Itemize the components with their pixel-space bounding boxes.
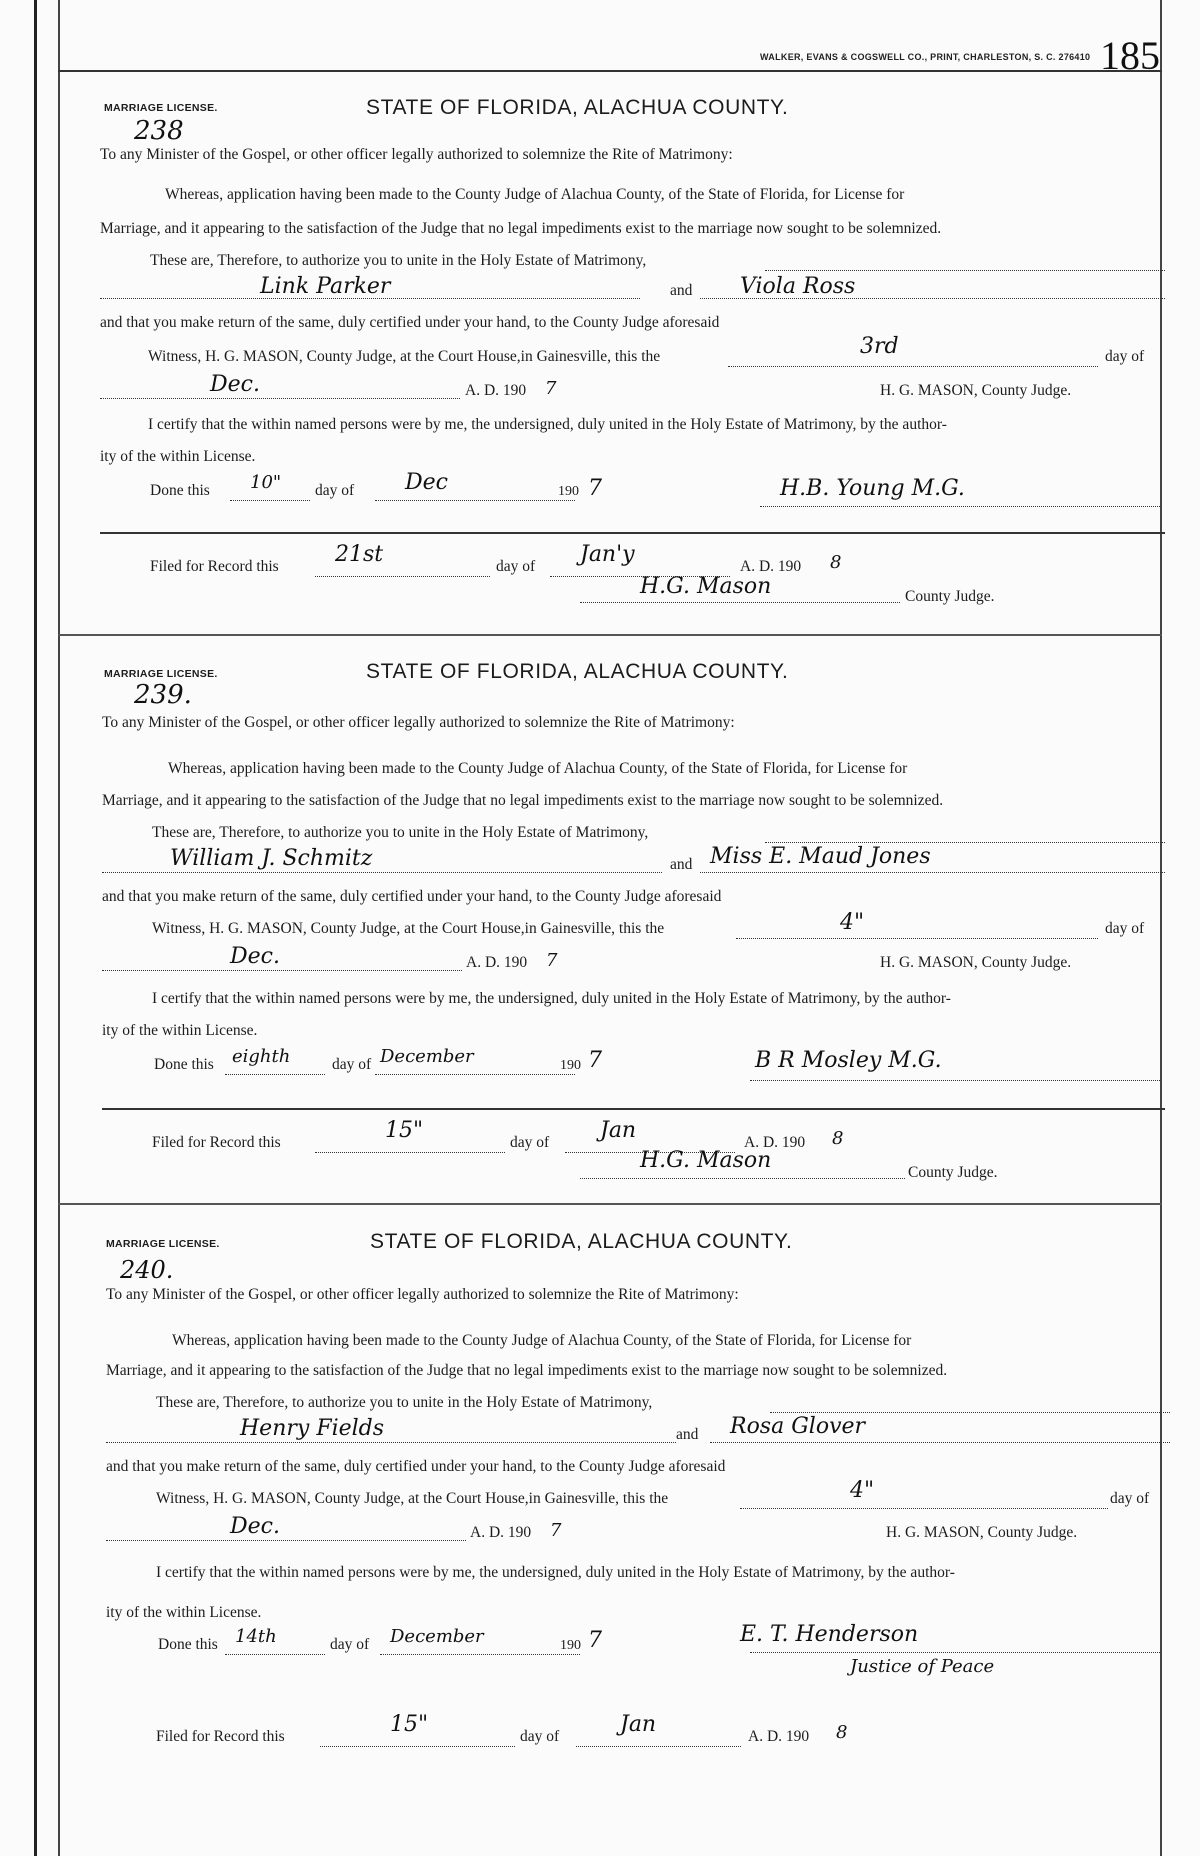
done-year-digit: 7 (588, 476, 602, 501)
groom-name: Link Parker (260, 274, 391, 299)
issue-day: 4" (850, 1478, 875, 1503)
and-word: and (676, 1426, 699, 1443)
filed-separator (100, 532, 1165, 534)
return-line: and that you make return of the same, duly certified under your hand, to the County Judge aforesaid (102, 888, 722, 905)
and-word: and (670, 856, 693, 873)
filed-label: Filed for Record this (152, 1134, 281, 1151)
whereas-line-1: Whereas, application having been made to the County Judge of Alachua County, of the State of Florida, for License for (165, 186, 905, 203)
done-month: December (390, 1626, 484, 1647)
address-line: To any Minister of the Gospel, or other officer legally authorized to solemnize the Rite of Matrimony: (100, 146, 733, 163)
done-day-rule (230, 500, 310, 501)
done-year-digit: 7 (588, 1048, 602, 1073)
officiant-signature: H.B. Young M.G. (780, 476, 965, 501)
address-line: To any Minister of the Gospel, or other officer legally authorized to solemnize the Rite of Matrimony: (106, 1286, 739, 1303)
section-divider-1 (58, 634, 1162, 636)
filed-label: Filed for Record this (156, 1728, 285, 1745)
filed-separator (102, 1108, 1165, 1110)
whereas-line-2: Marriage, and it appearing to the satisfaction of the Judge that no legal impediments exist to the marriage now sought to be solemnized. (106, 1362, 948, 1379)
certify-line-2: ity of the within License. (102, 1022, 258, 1039)
filed-day-rule (320, 1746, 515, 1747)
filed-day-of: day of (520, 1728, 560, 1745)
section-divider-2 (58, 1203, 1162, 1205)
done-day-of: day of (315, 482, 355, 499)
witness-line: Witness, H. G. MASON, County Judge, at the Court House,in Gainesville, this the (156, 1490, 669, 1507)
license-239 (60, 638, 1160, 1198)
printer-imprint: WALKER, EVANS & COGSWELL CO., PRINT, CHARLESTON, S. C. 276410 (760, 52, 1091, 62)
issue-day-rule (736, 938, 1098, 939)
issue-year-digit: 7 (546, 950, 558, 971)
witness-line: Witness, H. G. MASON, County Judge, at the Court House,in Gainesville, this the (152, 920, 665, 937)
right-margin-rule (1160, 0, 1162, 1856)
done-year-prefix: 190 (560, 1058, 581, 1073)
done-year-digit: 7 (588, 1628, 602, 1653)
done-month-rule (380, 1654, 580, 1655)
license-label: MARRIAGE LICENSE. (104, 668, 218, 680)
certify-line-1: I certify that the within named persons were by me, the undersigned, duly united in the Holy Estate of Matrimony, by the author- (152, 990, 951, 1007)
day-of-label: day of (1105, 348, 1145, 365)
done-day-rule (225, 1074, 325, 1075)
groom-name: Henry Fields (240, 1416, 385, 1441)
filed-ad: A. D. 190 (744, 1134, 806, 1151)
done-day: 10" (250, 472, 282, 493)
state-title: STATE OF FLORIDA, ALACHUA COUNTY. (366, 660, 789, 683)
bride-rule (710, 1442, 1170, 1443)
page-number: 185 (1100, 33, 1160, 78)
issue-month: Dec. (210, 372, 260, 397)
filed-day: 15" (390, 1712, 429, 1737)
license-label: MARRIAGE LICENSE. (104, 102, 218, 114)
certify-line-1: I certify that the within named persons were by me, the undersigned, duly united in the Holy Estate of Matrimony, by the author- (156, 1564, 955, 1581)
issue-month: Dec. (230, 944, 280, 969)
issue-year-digit: 7 (550, 1520, 562, 1541)
filed-month: Jan (600, 1118, 637, 1143)
issue-month-rule (106, 1540, 466, 1541)
done-this-label: Done this (158, 1636, 218, 1653)
officiant-signature: E. T. Henderson (740, 1622, 919, 1647)
return-line: and that you make return of the same, duly certified under your hand, to the County Judge aforesaid (106, 1458, 726, 1475)
filed-day-of: day of (496, 558, 536, 575)
license-number: 240. (120, 1256, 174, 1284)
license-238 (60, 72, 1160, 632)
county-judge-label: County Judge. (905, 588, 995, 605)
filed-judge-rule (580, 1178, 905, 1179)
filed-ad: A. D. 190 (748, 1728, 810, 1745)
day-of-label: day of (1110, 1490, 1150, 1507)
state-title: STATE OF FLORIDA, ALACHUA COUNTY. (366, 96, 789, 119)
done-day: 14th (235, 1626, 277, 1647)
groom-rule (102, 872, 662, 873)
bride-name: Viola Ross (740, 274, 856, 299)
authorize-line: These are, Therefore, to authorize you to unite in the Holy Estate of Matrimony, (156, 1394, 653, 1411)
done-day-of: day of (330, 1636, 370, 1653)
filed-year-digit: 8 (830, 552, 842, 573)
issue-ad: A. D. 190 (466, 954, 528, 971)
filed-judge-rule (580, 602, 900, 603)
issue-day: 3rd (860, 334, 899, 359)
judge-signature-print: H. G. MASON, County Judge. (880, 382, 1072, 399)
day-of-label: day of (1105, 920, 1145, 937)
license-label: MARRIAGE LICENSE. (106, 1238, 220, 1250)
filed-judge-signature: H.G. Mason (640, 574, 772, 599)
certify-line-2: ity of the within License. (100, 448, 256, 465)
whereas-line-1: Whereas, application having been made to the County Judge of Alachua County, of the State of Florida, for License for (172, 1332, 912, 1349)
authorize-line: These are, Therefore, to authorize you to unite in the Holy Estate of Matrimony, (152, 824, 649, 841)
issue-day-rule (728, 366, 1098, 367)
whereas-line-2: Marriage, and it appearing to the satisfaction of the Judge that no legal impediments exist to the marriage now sought to be solemnized. (102, 792, 944, 809)
license-number: 238 (134, 116, 184, 146)
officiant-rule (750, 1080, 1160, 1081)
whereas-line-1: Whereas, application having been made to the County Judge of Alachua County, of the State of Florida, for License for (168, 760, 908, 777)
done-month: December (380, 1046, 474, 1067)
bride-rule (700, 872, 1165, 873)
done-day-of: day of (332, 1056, 372, 1073)
authorize-rule (765, 842, 1165, 843)
officiant-rule (760, 506, 1160, 507)
groom-rule (100, 298, 640, 299)
filed-day: 21st (335, 542, 384, 567)
license-number: 239. (134, 680, 192, 710)
officiant-rule (750, 1652, 1160, 1653)
state-title: STATE OF FLORIDA, ALACHUA COUNTY. (370, 1230, 793, 1253)
done-month-rule (375, 1074, 575, 1075)
done-this-label: Done this (150, 482, 210, 499)
county-judge-label: County Judge. (908, 1164, 998, 1181)
done-year-prefix: 190 (558, 484, 579, 499)
filed-year-digit: 8 (836, 1722, 848, 1743)
done-this-label: Done this (154, 1056, 214, 1073)
filed-month-rule (576, 1746, 741, 1747)
issue-day: 4" (840, 910, 865, 935)
issue-day-rule (740, 1508, 1108, 1509)
officiant-signature: B R Mosley M.G. (755, 1048, 942, 1073)
filed-month: Jan (620, 1712, 657, 1737)
groom-rule (106, 1442, 676, 1443)
authorize-rule (770, 1412, 1170, 1413)
binding-edge (34, 0, 37, 1856)
issue-year-digit: 7 (545, 378, 557, 399)
filed-judge-signature: H.G. Mason (640, 1148, 772, 1173)
filed-day-of: day of (510, 1134, 550, 1151)
groom-name: William J. Schmitz (170, 846, 373, 871)
issue-month: Dec. (230, 1514, 280, 1539)
license-240 (60, 1206, 1160, 1826)
officiant-title: Justice of Peace (850, 1656, 995, 1677)
filed-day-rule (315, 576, 490, 577)
filed-year-digit: 8 (832, 1128, 844, 1149)
done-day-rule (225, 1654, 325, 1655)
filed-ad: A. D. 190 (740, 558, 802, 575)
address-line: To any Minister of the Gospel, or other officer legally authorized to solemnize the Rite of Matrimony: (102, 714, 735, 731)
done-month-rule (375, 500, 575, 501)
judge-signature-print: H. G. MASON, County Judge. (886, 1524, 1078, 1541)
bride-rule (700, 298, 1165, 299)
filed-label: Filed for Record this (150, 558, 279, 575)
authorize-rule (765, 270, 1165, 271)
done-day: eighth (232, 1046, 291, 1067)
judge-signature-print: H. G. MASON, County Judge. (880, 954, 1072, 971)
issue-ad: A. D. 190 (465, 382, 527, 399)
filed-day-rule (315, 1152, 505, 1153)
issue-ad: A. D. 190 (470, 1524, 532, 1541)
witness-line: Witness, H. G. MASON, County Judge, at the Court House,in Gainesville, this the (148, 348, 661, 365)
done-month: Dec (405, 470, 448, 495)
issue-month-rule (102, 970, 462, 971)
and-word: and (670, 282, 693, 299)
bride-name: Rosa Glover (730, 1414, 866, 1439)
certify-line-2: ity of the within License. (106, 1604, 262, 1621)
bride-name: Miss E. Maud Jones (710, 844, 931, 869)
filed-day: 15" (385, 1118, 424, 1143)
done-year-prefix: 190 (560, 1638, 581, 1653)
return-line: and that you make return of the same, duly certified under your hand, to the County Judge aforesaid (100, 314, 720, 331)
whereas-line-2: Marriage, and it appearing to the satisfaction of the Judge that no legal impediments exist to the marriage now sought to be solemnized. (100, 220, 942, 237)
authorize-line: These are, Therefore, to authorize you to unite in the Holy Estate of Matrimony, (150, 252, 647, 269)
filed-month: Jan'y (580, 542, 635, 567)
issue-month-rule (100, 398, 460, 399)
certify-line-1: I certify that the within named persons were by me, the undersigned, duly united in the Holy Estate of Matrimony, by the author- (148, 416, 947, 433)
